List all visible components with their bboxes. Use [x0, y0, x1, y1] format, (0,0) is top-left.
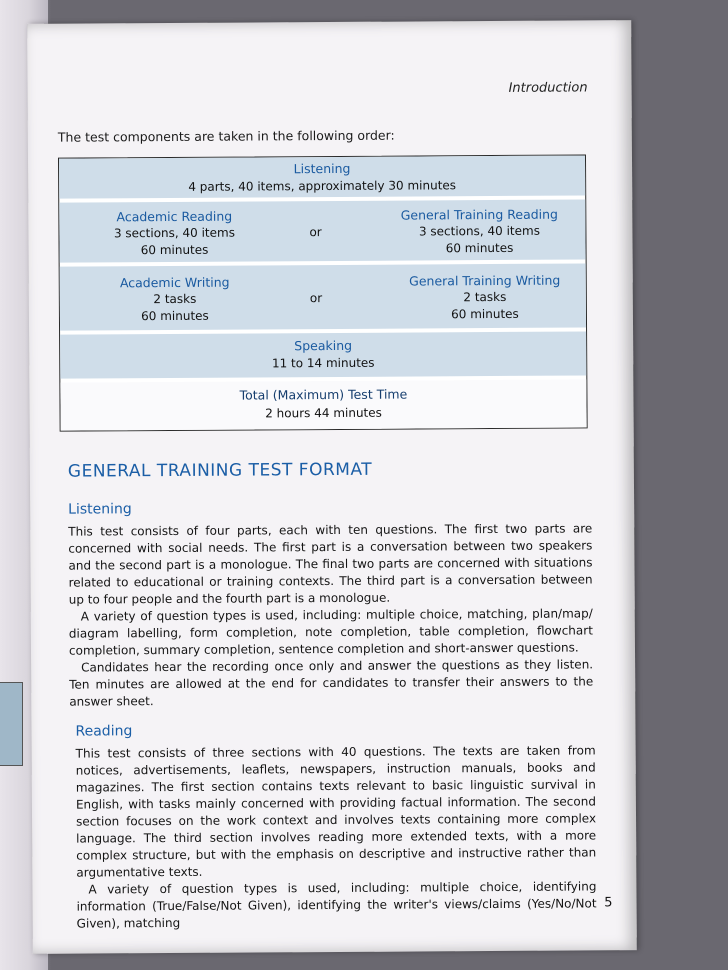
listening-paragraph-3: Candidates hear the recording once only and answer the questions as they listen. Ten minutes are allowed at the end for candidates to transfer their answers to the answer sheet. — [69, 657, 594, 709]
academic-reading-line2: 60 minutes — [140, 242, 209, 258]
listening-body — [68, 520, 593, 710]
intro-sentence: The test components are taken in the following order: — [57, 127, 395, 145]
page-number: 5 — [604, 895, 613, 911]
listening-heading: Listening — [68, 501, 132, 518]
total-title: Total (Maximum) Test Time — [239, 386, 408, 403]
general-reading-line2: 60 minutes — [445, 240, 514, 256]
listening-paragraph-1: This test consists of four parts, each with ten questions. The first two parts are concerned with social needs. The first part is a conversation between two speakers and the second part is a monologue. The final two parts are concerned with situations related to educational or training contexts. The third part is a conversation between up to four people and the fourth part is a monologue. — [68, 521, 593, 607]
academic-reading-title: Academic Reading — [116, 208, 233, 225]
listening-detail: 4 parts, 40 items, approximately 30 minutes — [188, 178, 457, 194]
or-writing: or — [309, 291, 323, 306]
running-head: Introduction — [508, 80, 588, 96]
row-reading — [59, 199, 585, 262]
reading-body — [76, 742, 597, 932]
academic-writing-line2: 60 minutes — [141, 308, 209, 324]
reading-heading: Reading — [75, 723, 133, 740]
book-page — [27, 20, 637, 954]
row-speaking — [60, 331, 586, 378]
speaking-detail: 11 to 14 minutes — [271, 355, 375, 371]
row-listening — [59, 155, 585, 198]
reading-paragraph-2: A variety of question types is used, including: multiple choice, identifying information (True/False/Not Given), identifying the writer's views/claims (Yes/No/Not Given), matching — [76, 879, 597, 931]
reading-paragraph-1: This test consists of three sections with 40 questions. The texts are taken from notices, advertisements, leaflets, newspapers, instruction manuals, books and magazines. The first section contains texts relevant to basic linguistic survival in English, with tasks mainly concerned with providing factual information. The second section focuses on the work context and involves texts containing more complex language. The third section involves reading more extended texts, with a more complex structure, but with the emphasis on descriptive and instructive rather than argumentative texts. — [75, 743, 597, 880]
general-reading-title: General Training Reading — [400, 206, 559, 223]
general-writing-title: General Training Writing — [409, 272, 561, 289]
speaking-title: Speaking — [294, 337, 353, 354]
general-writing-line2: 60 minutes — [451, 306, 519, 322]
general-reading — [379, 205, 579, 257]
general-writing — [380, 271, 590, 323]
or-reading: or — [309, 225, 322, 240]
academic-writing — [90, 273, 260, 325]
general-reading-line1: 3 sections, 40 items — [418, 223, 540, 239]
total-detail: 2 hours 44 minutes — [265, 405, 382, 421]
previous-page-box — [0, 682, 23, 766]
row-total — [60, 379, 586, 430]
academic-writing-title: Academic Writing — [119, 274, 230, 291]
general-writing-line1: 2 tasks — [463, 289, 507, 305]
test-components-table — [58, 154, 588, 431]
academic-reading-line1: 3 sections, 40 items — [113, 225, 235, 241]
academic-reading — [89, 207, 259, 259]
row-writing — [60, 263, 586, 330]
listening-paragraph-2: A variety of question types is used, including: multiple choice, matching, plan/map/ diagram labelling, form completion, note completion, table completion, flowchart completion, summary completion, sentence completion and short-answer questions. — [68, 606, 593, 658]
academic-writing-line1: 2 tasks — [153, 291, 197, 307]
section-title: GENERAL TRAINING TEST FORMAT — [67, 459, 373, 482]
listening-title: Listening — [293, 160, 351, 177]
